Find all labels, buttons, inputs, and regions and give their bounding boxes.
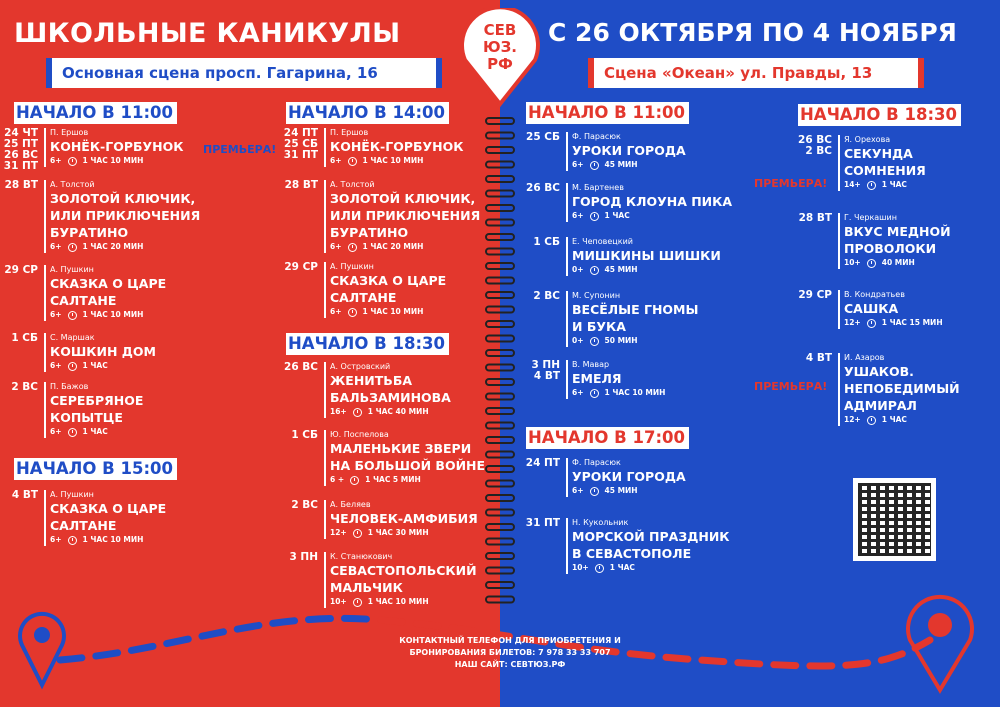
spiral-ring <box>486 220 514 226</box>
clock-icon <box>68 536 77 545</box>
spiral-binding <box>484 112 516 612</box>
event-item: 28 ВТ А. Толстой ЗОЛОТОЙ КЛЮЧИК, ИЛИ ПРИКЛЮЧЕНИЯ БУРАТИНО 6+ 1 ЧАС 20 МИН <box>284 179 481 251</box>
spiral-ring <box>486 553 514 559</box>
event-item: 2 ВС П. Бажов СЕРЕБРЯНОЕ КОПЫТЦЕ 6+ 1 ЧАС <box>11 381 144 436</box>
section-start-time: НАЧАЛО В 11:00 <box>526 102 689 124</box>
clock-icon <box>68 157 77 166</box>
clock-icon <box>867 319 876 328</box>
spiral-ring <box>486 307 514 313</box>
clock-icon <box>353 529 362 538</box>
clock-icon <box>867 416 876 425</box>
event-item: 24 ПТ Ф. Парасюк УРОКИ ГОРОДА 6+ 45 МИН <box>525 457 686 495</box>
spiral-ring <box>486 568 514 574</box>
spiral-ring <box>486 481 514 487</box>
spiral-ring <box>486 133 514 139</box>
spiral-ring <box>486 350 514 356</box>
clock-icon <box>68 362 77 371</box>
clock-icon <box>595 564 604 573</box>
event-item: 28 ВТ Г. Черкашин ВКУС МЕДНОЙ ПРОВОЛОКИ 10+ 40 МИН <box>798 212 951 267</box>
spiral-ring <box>486 437 514 443</box>
spiral-ring <box>486 263 514 269</box>
page-title: ШКОЛЬНЫЕ КАНИКУЛЫ <box>14 18 401 49</box>
spiral-ring <box>486 495 514 501</box>
event-title: КОНЁК-ГОРБУНОК <box>50 139 184 154</box>
spiral-ring <box>486 365 514 371</box>
event-item: 4 ВТ А. Пушкин СКАЗКА О ЦАРЕ САЛТАНЕ 6+ 1 ЧАС 10 МИН <box>11 489 167 544</box>
clock-icon <box>590 487 599 496</box>
event-item: 1 СБ С. Маршак КОШКИН ДОМ 6+ 1 ЧАС <box>11 332 156 370</box>
contact-phone-line2: БРОНИРОВАНИЯ БИЛЕТОВ: 7 978 33 33 707 <box>409 648 611 657</box>
date-range-title: С 26 ОКТЯБРЯ ПО 4 НОЯБРЯ <box>548 18 957 47</box>
clock-icon <box>590 266 599 275</box>
spiral-ring <box>486 321 514 327</box>
spiral-ring <box>486 278 514 284</box>
event-item: 24 ЧТ 25 ПТ 26 ВС 31 ПТ П. Ершов КОНЁК-ГОРБУНОК 6+ 1 ЧАС 10 МИН <box>0 128 183 172</box>
event-item: 4 ВТ И. Азаров УШАКОВ. НЕПОБЕДИМЫЙ АДМИРАЛ 12+ 1 ЧАС <box>805 352 960 424</box>
section-start-time: НАЧАЛО В 17:00 <box>526 427 689 449</box>
section-start-time: НАЧАЛО В 14:00 <box>286 102 449 124</box>
spiral-ring <box>486 452 514 458</box>
spiral-ring <box>486 176 514 182</box>
event-dates: 24 ЧТ 25 ПТ 26 ВС 31 ПТ <box>3 127 38 172</box>
section-start-time: НАЧАЛО В 18:30 <box>798 104 961 126</box>
contact-website: НАШ САЙТ: СЕВТЮЗ.РФ <box>454 660 566 669</box>
spiral-ring <box>486 118 514 124</box>
event-item: 26 ВС М. Бартенев ГОРОД КЛОУНА ПИКА 6+ 1 ЧАС <box>526 182 733 220</box>
spiral-ring <box>486 510 514 516</box>
spiral-ring <box>486 336 514 342</box>
clock-icon <box>68 243 77 252</box>
contact-info <box>380 635 640 671</box>
clock-icon <box>590 337 599 346</box>
spiral-ring <box>486 205 514 211</box>
spiral-ring <box>486 524 514 530</box>
event-item: 26 ВС 2 ВС Я. Орехова СЕКУНДА СОМНЕНИЯ 14+ 1 ЧАС <box>798 134 926 189</box>
contact-phone-line1: КОНТАКТНЫЙ ТЕЛЕФОН ДЛЯ ПРИОБРЕТЕНИЯ И <box>399 636 621 645</box>
spiral-ring <box>486 147 514 153</box>
event-item: 29 СР А. Пушкин СКАЗКА О ЦАРЕ САЛТАНЕ 6+ 1 ЧАС 10 МИН <box>284 261 447 316</box>
clock-icon <box>590 161 599 170</box>
spiral-ring <box>486 292 514 298</box>
event-item: 2 ВС А. Беляев ЧЕЛОВЕК-АМФИБИЯ 12+ 1 ЧАС 30 МИН <box>291 499 478 537</box>
event-item: 29 СР В. Кондратьев САШКА 12+ 1 ЧАС 15 МИН <box>798 289 943 327</box>
event-item: 29 СР А. Пушкин СКАЗКА О ЦАРЕ САЛТАНЕ 6+ 1 ЧАС 10 МИН <box>4 264 167 319</box>
clock-icon <box>68 311 77 320</box>
clock-icon <box>590 212 599 221</box>
spiral-ring <box>486 379 514 385</box>
section-start-time: НАЧАЛО В 11:00 <box>14 102 177 124</box>
event-item: 31 ПТ Н. Кукольник МОРСКОЙ ПРАЗДНИК В СЕВАСТОПОЛЕ 10+ 1 ЧАС <box>525 517 730 572</box>
event-item: 1 СБ Ю. Поспелова МАЛЕНЬКИЕ ЗВЕРИ НА БОЛЬШОЙ ВОЙНЕ 6 + 1 ЧАС 5 МИН <box>291 429 486 484</box>
spiral-ring <box>486 466 514 472</box>
event-author: П. Ершов <box>50 128 89 137</box>
clock-icon <box>348 157 357 166</box>
spiral-ring <box>486 162 514 168</box>
spiral-ring <box>486 582 514 588</box>
section-start-time: НАЧАЛО В 15:00 <box>14 458 177 480</box>
logo-text: СЕВ ЮЗ. РФ <box>483 21 517 73</box>
location-pin-icon <box>20 614 64 685</box>
event-item: 24 ПТ 25 СБ 31 ПТ П. Ершов КОНЁК-ГОРБУНОК 6+ 1 ЧАС 10 МИН <box>283 127 464 165</box>
clock-icon <box>348 308 357 317</box>
clock-icon <box>350 476 359 485</box>
premiere-badge: ПРЕМЬЕРА! <box>754 177 828 190</box>
clock-icon <box>348 243 357 252</box>
spiral-ring <box>486 191 514 197</box>
ocean-stage-address: Сцена «Океан» ул. Правды, 13 <box>588 58 924 88</box>
event-item: 2 ВС М. Супонин ВЕСЁЛЫЕ ГНОМЫ И БУКА 0+ 50 МИН <box>533 290 699 345</box>
event-item: 1 СБ Е. Чеповецкий МИШКИНЫ ШИШКИ 0+ 45 МИН <box>533 236 721 274</box>
event-item: 28 ВТ А. Толстой ЗОЛОТОЙ КЛЮЧИК, ИЛИ ПРИКЛЮЧЕНИЯ БУРАТИНО 6+ 1 ЧАС 20 МИН <box>4 179 201 251</box>
spiral-ring <box>486 249 514 255</box>
event-item: 3 ПН 4 ВТ В. Мавар ЕМЕЛЯ 6+ 1 ЧАС 10 МИН <box>531 359 666 397</box>
spiral-ring <box>486 539 514 545</box>
spiral-ring <box>486 234 514 240</box>
event-item: 25 СБ Ф. Парасюк УРОКИ ГОРОДА 6+ 45 МИН <box>526 131 686 169</box>
clock-icon <box>590 389 599 398</box>
clock-icon <box>867 259 876 268</box>
premiere-badge: ПРЕМЬЕРА! <box>203 143 277 156</box>
clock-icon <box>867 181 876 190</box>
clock-icon <box>68 428 77 437</box>
spiral-ring <box>486 408 514 414</box>
section-start-time: НАЧАЛО В 18:30 <box>286 333 449 355</box>
clock-icon <box>353 408 362 417</box>
clock-icon <box>353 598 362 607</box>
premiere-badge: ПРЕМЬЕРА! <box>754 380 828 393</box>
spiral-ring <box>486 394 514 400</box>
spiral-ring <box>486 423 514 429</box>
event-item: 3 ПН К. Станюкович СЕВАСТОПОЛЬСКИЙ МАЛЬЧИК 10+ 1 ЧАС 10 МИН <box>289 551 477 606</box>
qr-code[interactable] <box>853 478 936 561</box>
event-item: 26 ВС А. Островский ЖЕНИТЬБА БАЛЬЗАМИНОВА 16+ 1 ЧАС 40 МИН <box>284 361 451 416</box>
main-stage-address: Основная сцена просп. Гагарина, 16 <box>46 58 442 88</box>
